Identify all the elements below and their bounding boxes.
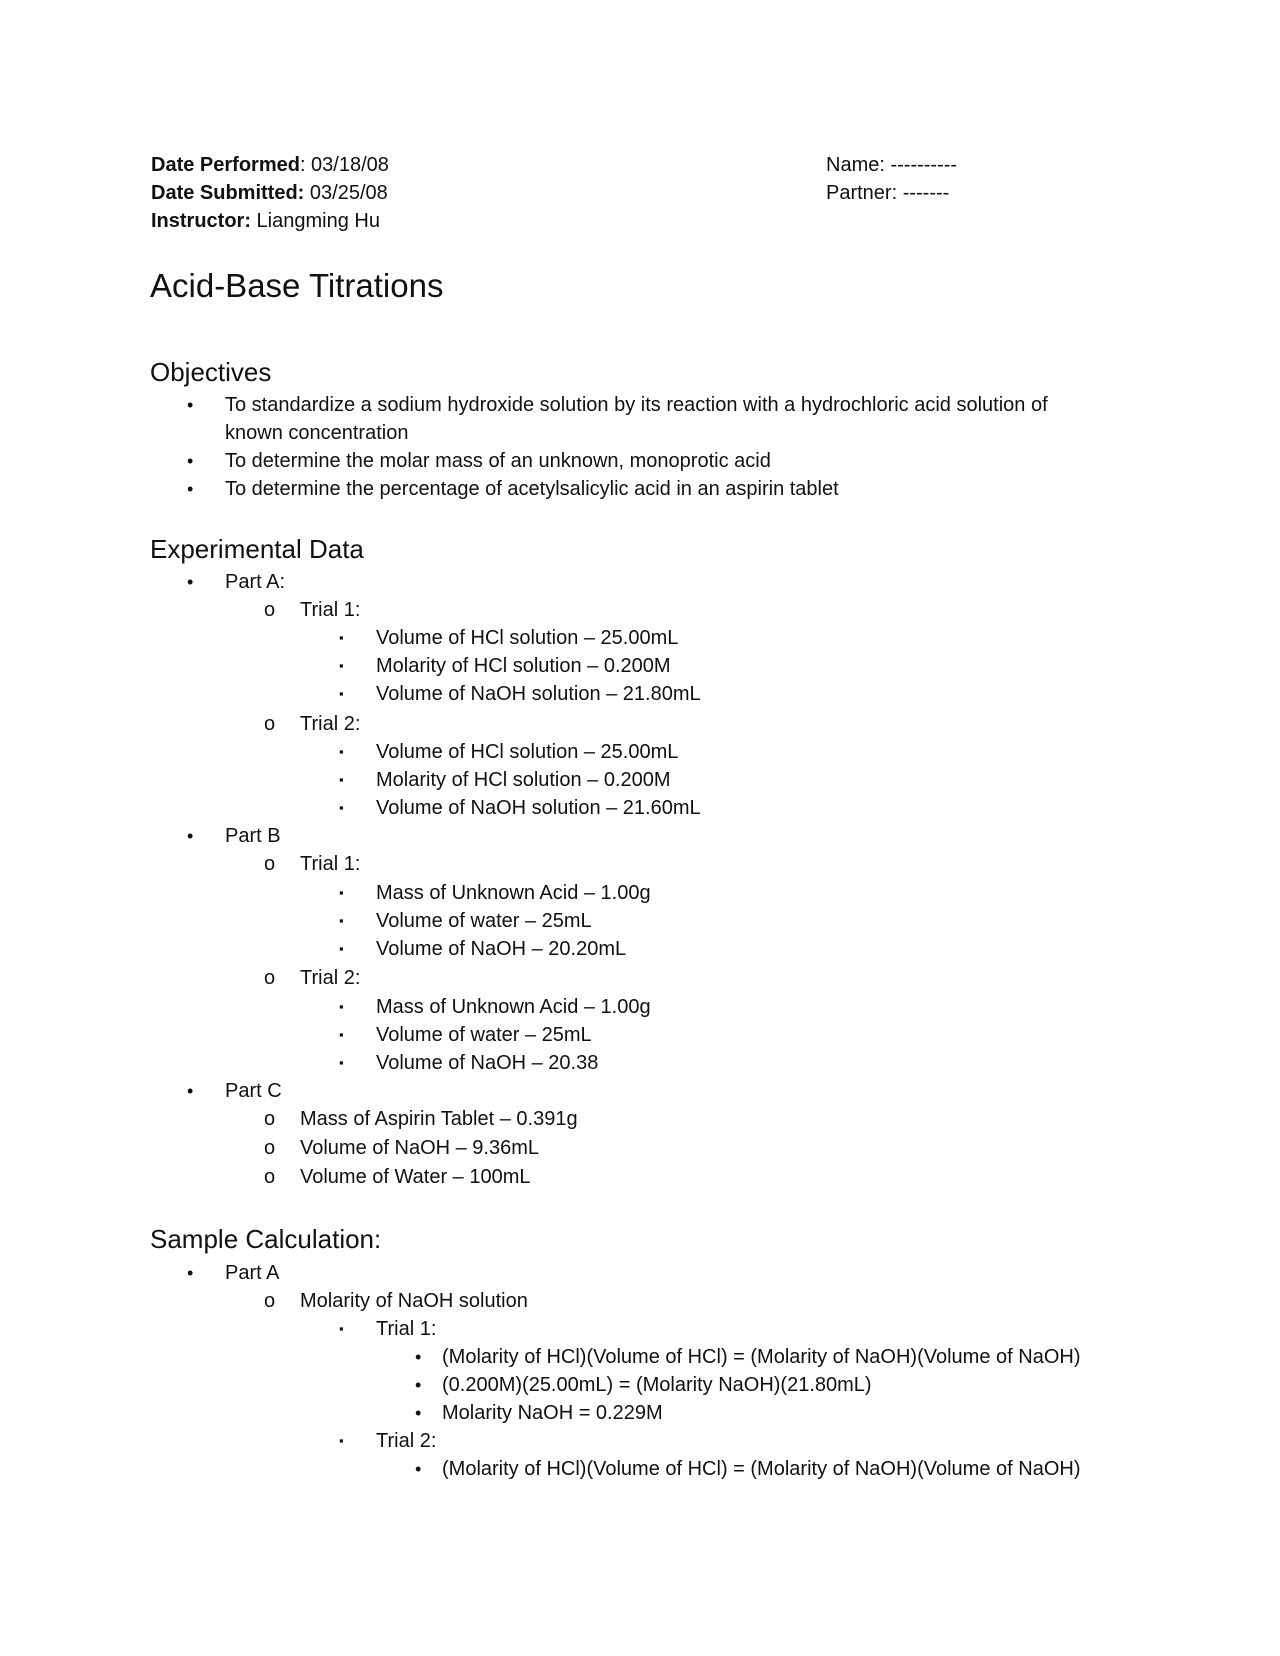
objectives-heading: Objectives [150,357,272,387]
instructor-line [151,207,380,235]
objective-item: To standardize a sodium hydroxide solution by its reaction with a hydrochloric acid solution of [225,394,1048,416]
molarity-naoh-label: Molarity of NaOH solution [300,1290,528,1312]
date-submitted-line [151,179,388,207]
bullet-icon: • [187,479,194,499]
circle-bullet-icon: o [264,967,276,989]
date-performed-line [151,151,389,179]
date-submitted-label: Date Submitted: [151,182,305,204]
bullet-icon: • [415,1403,422,1423]
circle-bullet-icon: o [264,1108,276,1130]
part-a-label: Part A: [225,571,286,593]
square-bullet-icon: ▪ [339,800,344,815]
bullet-icon: • [187,1081,194,1101]
data-item: Volume of water – 25mL [376,910,592,932]
objective-item: To determine the percentage of acetylsalicylic acid in an aspirin tablet [225,478,839,500]
bullet-icon: • [187,451,194,471]
document-title: Acid-Base Titrations [150,267,444,304]
sample-trial1-label: Trial 1: [376,1318,437,1340]
part-b-trial2-label: Trial 2: [300,967,361,989]
square-bullet-icon: ▪ [339,999,344,1014]
circle-bullet-icon: o [264,599,276,621]
bullet-icon: • [187,826,194,846]
sample-part-a-label: Part A [225,1262,280,1284]
data-item: Volume of water – 25mL [376,1024,592,1046]
part-b-label: Part B [225,825,281,847]
calculation-line: Molarity NaOH = 0.229M [442,1402,663,1424]
objective-item-continued: known concentration [225,422,409,444]
date-performed-label: Date Performed [151,154,300,176]
data-item: Volume of HCl solution – 25.00mL [376,741,679,763]
instructor-label: Instructor: [151,210,251,232]
bullet-icon: • [187,395,194,415]
data-item: Volume of HCl solution – 25.00mL [376,627,679,649]
date-submitted-value: 03/25/08 [304,182,388,204]
square-bullet-icon: ▪ [339,941,344,956]
square-bullet-icon: ▪ [339,658,344,673]
bullet-icon: • [415,1375,422,1395]
square-bullet-icon: ▪ [339,885,344,900]
part-a-trial1-label: Trial 1: [300,599,361,621]
square-bullet-icon: ▪ [339,772,344,787]
circle-bullet-icon: o [264,713,276,735]
date-performed-value: : 03/18/08 [299,154,389,176]
square-bullet-icon: ▪ [339,1433,344,1448]
calculation-line: (Molarity of HCl)(Volume of HCl) = (Molarity of NaOH)(Volume of NaOH) [442,1346,1081,1368]
data-item: Volume of NaOH solution – 21.80mL [376,683,701,705]
bullet-icon: • [415,1459,422,1479]
experimental-data-heading: Experimental Data [150,534,364,564]
data-item: Mass of Aspirin Tablet – 0.391g [300,1108,578,1130]
circle-bullet-icon: o [264,1290,276,1312]
bullet-icon: • [187,1263,194,1283]
circle-bullet-icon: o [264,853,276,875]
calculation-line: (Molarity of HCl)(Volume of HCl) = (Molarity of NaOH)(Volume of NaOH) [442,1458,1081,1480]
square-bullet-icon: ▪ [339,686,344,701]
data-item: Mass of Unknown Acid – 1.00g [376,882,651,904]
objective-item: To determine the molar mass of an unknown, monoprotic acid [225,450,771,472]
data-item: Molarity of HCl solution – 0.200M [376,769,671,791]
calculation-line: (0.200M)(25.00mL) = (Molarity NaOH)(21.80mL) [442,1374,872,1396]
data-item: Volume of NaOH – 20.38 [376,1052,599,1074]
square-bullet-icon: ▪ [339,1027,344,1042]
data-item: Volume of NaOH – 20.20mL [376,938,627,960]
square-bullet-icon: ▪ [339,1055,344,1070]
square-bullet-icon: ▪ [339,630,344,645]
data-item: Volume of Water – 100mL [300,1166,531,1188]
sample-calculation-heading: Sample Calculation: [150,1224,382,1254]
data-item: Molarity of HCl solution – 0.200M [376,655,671,677]
part-a-trial2-label: Trial 2: [300,713,361,735]
circle-bullet-icon: o [264,1137,276,1159]
part-c-label: Part C [225,1080,282,1102]
data-item: Mass of Unknown Acid – 1.00g [376,996,651,1018]
bullet-icon: • [415,1347,422,1367]
name-line: Name: ---------- [826,154,958,176]
sample-trial2-label: Trial 2: [376,1430,437,1452]
data-item: Volume of NaOH – 9.36mL [300,1137,540,1159]
square-bullet-icon: ▪ [339,913,344,928]
circle-bullet-icon: o [264,1166,276,1188]
partner-line: Partner: ------- [826,182,950,204]
data-item: Volume of NaOH solution – 21.60mL [376,797,701,819]
instructor-value: Liangming Hu [251,210,380,232]
part-b-trial1-label: Trial 1: [300,853,361,875]
bullet-icon: • [187,572,194,592]
square-bullet-icon: ▪ [339,1321,344,1336]
square-bullet-icon: ▪ [339,744,344,759]
